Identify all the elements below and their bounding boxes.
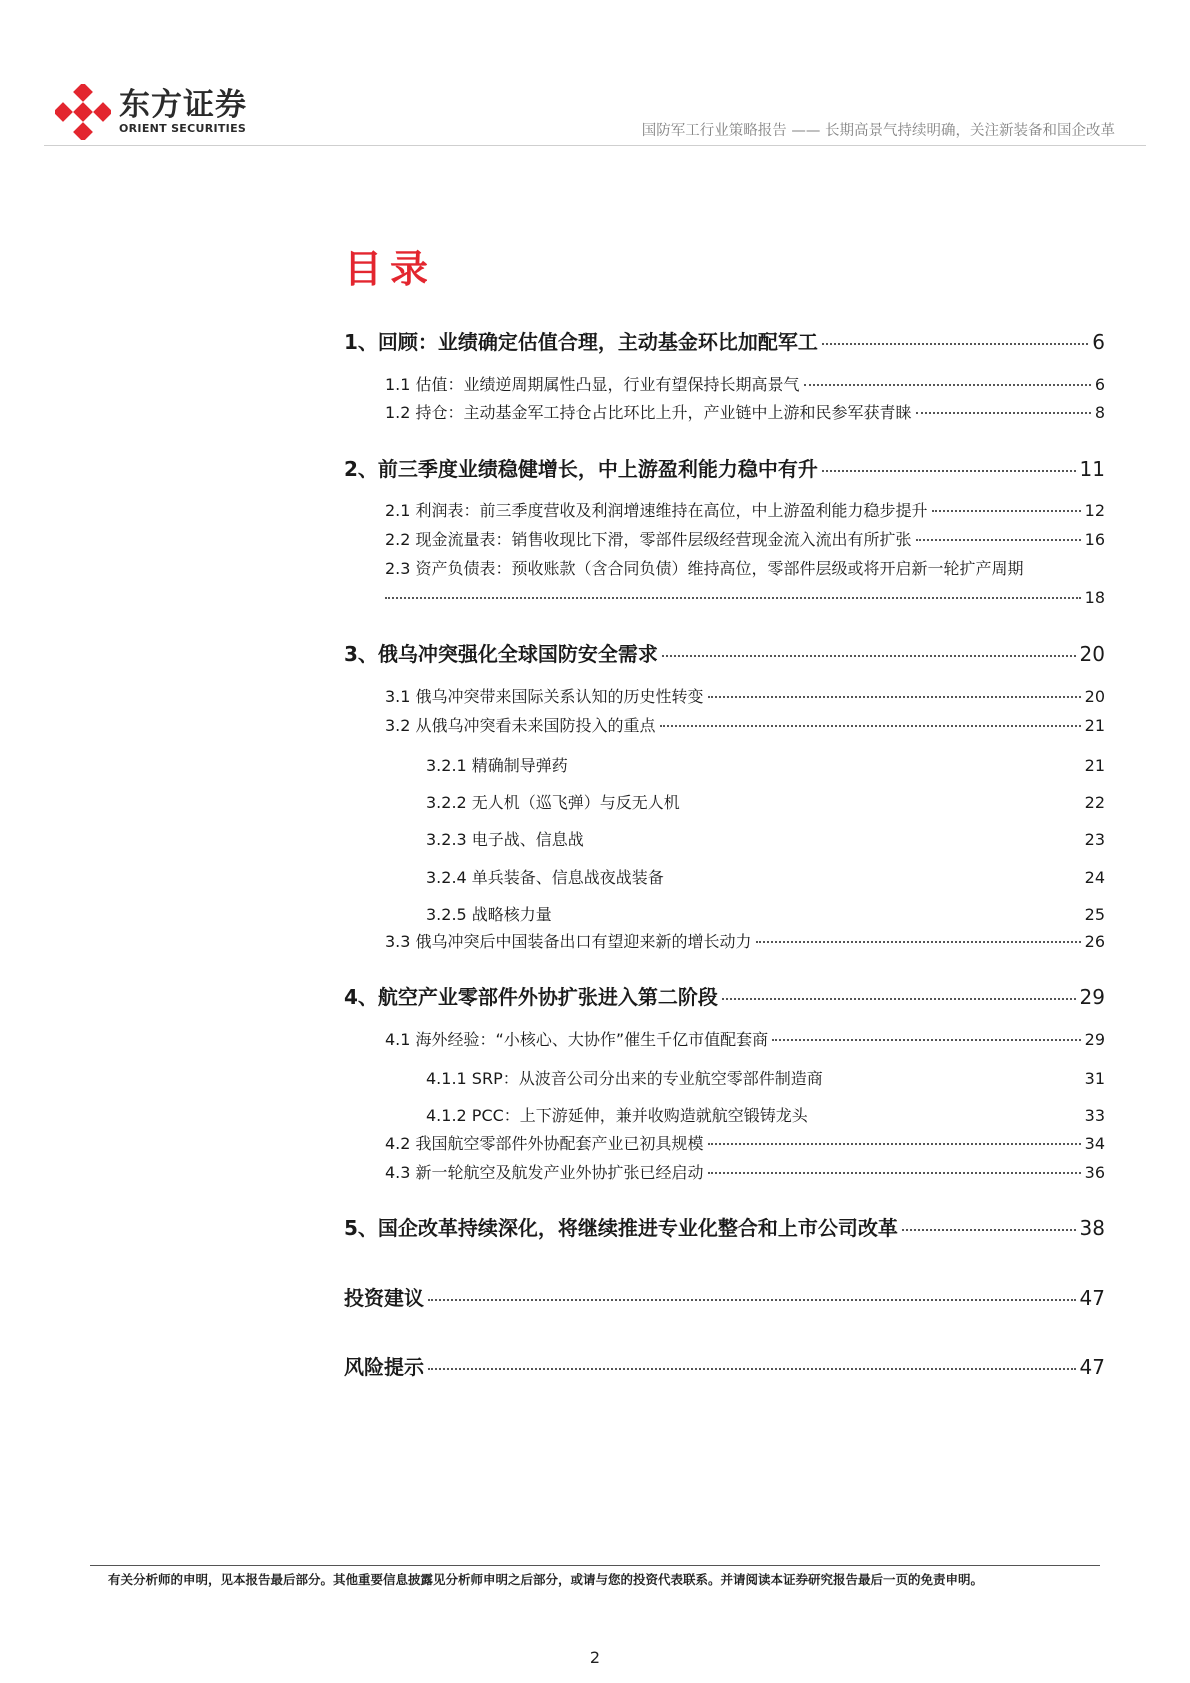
toc-entry-label: 3.2.4 单兵装备、信息战夜战装备 — [426, 868, 664, 887]
page-number: 2 — [589, 1648, 601, 1667]
logo-chinese-name: 东方证券 — [119, 87, 247, 123]
toc-leader-dots — [822, 343, 1088, 345]
toc-entry-page: 31 — [1084, 1069, 1105, 1088]
toc-entry-label: 1.2 持仓：主动基金军工持仓占比环比上升，产业链中上游和民参军获青睐 — [385, 403, 912, 422]
toc-leader-dots — [708, 696, 1081, 698]
toc-entry-label: 投资建议 — [344, 1286, 424, 1310]
toc-leader-dots — [428, 1368, 1076, 1370]
toc-leader-dots — [385, 597, 1081, 599]
toc-entry-label: 1.1 估值：业绩逆周期属性凸显，行业有望保持长期高景气 — [385, 375, 800, 394]
toc-entry-label: 风险提示 — [344, 1355, 424, 1379]
orient-logo-icon — [55, 84, 111, 140]
footer-divider — [90, 1565, 1100, 1566]
toc-leader-dots — [428, 1299, 1076, 1301]
logo-english-name: ORIENT SECURITIES — [119, 122, 247, 135]
toc-entry-3-3[interactable] — [385, 929, 1105, 952]
toc-entry-page: 6 — [1094, 375, 1105, 394]
toc-entry-3[interactable] — [344, 638, 1105, 667]
toc-entry-page: 24 — [1084, 868, 1105, 887]
toc-entry-label: 3.1 俄乌冲突带来国际关系认知的历史性转变 — [385, 687, 704, 706]
toc-entry-page: 23 — [1084, 830, 1105, 849]
footer-disclaimer: 有关分析师的申明，见本报告最后部分。其他重要信息披露见分析师申明之后部分，或请与您的投资代表联系。并请阅读本证券研究报告最后一页的免责申明。 — [108, 1572, 984, 1587]
toc-leader-dots — [804, 384, 1091, 386]
toc-entry-1-1[interactable] — [385, 372, 1105, 395]
toc-entry-page: 25 — [1084, 905, 1105, 924]
toc-leader-dots — [756, 941, 1081, 943]
toc-entry-3-1[interactable] — [385, 684, 1105, 707]
toc-entry-2-3[interactable]: 2.3 资产负债表：预收账款（含合同负债）维持高位，零部件层级或将开启新一轮扩产周期 — [385, 559, 1024, 578]
toc-entry-label: 3、俄乌冲突强化全球国防安全需求 — [344, 642, 658, 666]
toc-entry-3-2-2[interactable] — [426, 790, 1105, 813]
toc-entry-4-3[interactable] — [385, 1160, 1105, 1183]
toc-entry-label: 4.1 海外经验：“小核心、大协作”催生千亿市值配套商 — [385, 1030, 769, 1049]
toc-entry-label: 4.3 新一轮航空及航发产业外协扩张已经启动 — [385, 1163, 704, 1182]
toc-entry-page: 47 — [1079, 1286, 1105, 1310]
toc-entry-label: 5、国企改革持续深化，将继续推进专业化整合和上市公司改革 — [344, 1216, 898, 1240]
toc-entry-label: 3.2 从俄乌冲突看未来国防投入的重点 — [385, 716, 656, 735]
toc-leader-dots — [708, 1143, 1081, 1145]
toc-entry-page: 26 — [1084, 932, 1105, 951]
toc-entry-page: 21 — [1084, 756, 1105, 775]
toc-entry-page: 22 — [1084, 793, 1105, 812]
toc-entry-page: 29 — [1079, 985, 1105, 1009]
toc-entry-label: 3.2.2 无人机（巡飞弹）与反无人机 — [426, 793, 680, 812]
toc-entry-page: 36 — [1084, 1163, 1105, 1182]
toc-entry-page: 33 — [1084, 1106, 1105, 1125]
toc-entry-2-2[interactable] — [385, 527, 1105, 550]
toc-entry-2-3-continuation[interactable] — [385, 588, 1105, 607]
toc-entry-page: 20 — [1084, 687, 1105, 706]
toc-entry-page: 12 — [1084, 501, 1105, 520]
company-logo — [55, 84, 247, 140]
toc-entry-3-2-4[interactable] — [426, 865, 1105, 888]
toc-entry-page: 29 — [1084, 1030, 1105, 1049]
toc-entry-label: 3.2.1 精确制导弹药 — [426, 756, 568, 775]
toc-entry-3-2-5[interactable] — [426, 902, 1105, 925]
toc-leader-dots — [708, 1172, 1081, 1174]
toc-leader-dots — [916, 412, 1091, 414]
toc-entry-risk-warning[interactable] — [344, 1351, 1105, 1380]
toc-entry-page: 11 — [1079, 457, 1105, 481]
toc-entry-page: 6 — [1092, 330, 1105, 354]
toc-entry-label: 4.1.2 PCC：上下游延伸，兼并收购造就航空锻铸龙头 — [426, 1106, 808, 1125]
toc-entry-page: 8 — [1094, 403, 1105, 422]
toc-entry-4-1[interactable] — [385, 1027, 1105, 1050]
toc-entry-page: 47 — [1079, 1355, 1105, 1379]
toc-entry-4[interactable] — [344, 981, 1105, 1010]
toc-leader-dots — [772, 1039, 1081, 1041]
toc-entry-label: 2.1 利润表：前三季度营收及利润增速维持在高位，中上游盈利能力稳步提升 — [385, 501, 928, 520]
toc-entry-investment-advice[interactable] — [344, 1282, 1105, 1311]
toc-entry-page: 34 — [1084, 1134, 1105, 1153]
toc-entry-4-2[interactable] — [385, 1131, 1105, 1154]
header-divider — [44, 145, 1146, 146]
toc-entry-label: 2、前三季度业绩稳健增长，中上游盈利能力稳中有升 — [344, 457, 818, 481]
toc-entry-page: 20 — [1079, 642, 1105, 666]
toc-entry-4-1-1[interactable] — [426, 1066, 1105, 1089]
toc-leader-dots — [660, 725, 1081, 727]
toc-entry-label: 2.2 现金流量表：销售收现比下滑，零部件层级经营现金流入流出有所扩张 — [385, 530, 912, 549]
toc-entry-2-1[interactable] — [385, 498, 1105, 521]
toc-leader-dots — [722, 998, 1076, 1000]
toc-entry-3-2[interactable] — [385, 713, 1105, 736]
toc-leader-dots — [822, 470, 1076, 472]
toc-entry-4-1-2[interactable] — [426, 1103, 1105, 1126]
toc-title: 目录 — [344, 247, 437, 291]
toc-leader-dots — [902, 1229, 1076, 1231]
toc-entry-5[interactable] — [344, 1212, 1105, 1241]
toc-entry-3-2-1[interactable] — [426, 753, 1105, 776]
toc-leader-dots — [916, 539, 1081, 541]
toc-entry-label: 3.2.5 战略核力量 — [426, 905, 552, 924]
toc-entry-1[interactable] — [344, 326, 1105, 355]
toc-entry-page: 18 — [1084, 588, 1105, 607]
toc-entry-page: 21 — [1084, 716, 1105, 735]
toc-entry-label: 4、航空产业零部件外协扩张进入第二阶段 — [344, 985, 718, 1009]
toc-entry-2[interactable] — [344, 453, 1105, 482]
toc-entry-page: 16 — [1084, 530, 1105, 549]
toc-entry-label: 4.2 我国航空零部件外协配套产业已初具规模 — [385, 1134, 704, 1153]
report-title: 国防军工行业策略报告 —— 长期高景气持续明确，关注新装备和国企改革 — [641, 123, 1115, 139]
toc-entry-label: 1、回顾：业绩确定估值合理，主动基金环比加配军工 — [344, 330, 818, 354]
toc-entry-3-2-3[interactable] — [426, 827, 1105, 850]
toc-leader-dots — [662, 655, 1076, 657]
toc-entry-label: 3.2.3 电子战、信息战 — [426, 830, 584, 849]
toc-leader-dots — [932, 510, 1081, 512]
toc-entry-label: 4.1.1 SRP：从波音公司分出来的专业航空零部件制造商 — [426, 1069, 823, 1088]
toc-entry-label: 3.3 俄乌冲突后中国装备出口有望迎来新的增长动力 — [385, 932, 752, 951]
toc-entry-1-2[interactable] — [385, 400, 1105, 423]
toc-entry-page: 38 — [1079, 1216, 1105, 1240]
